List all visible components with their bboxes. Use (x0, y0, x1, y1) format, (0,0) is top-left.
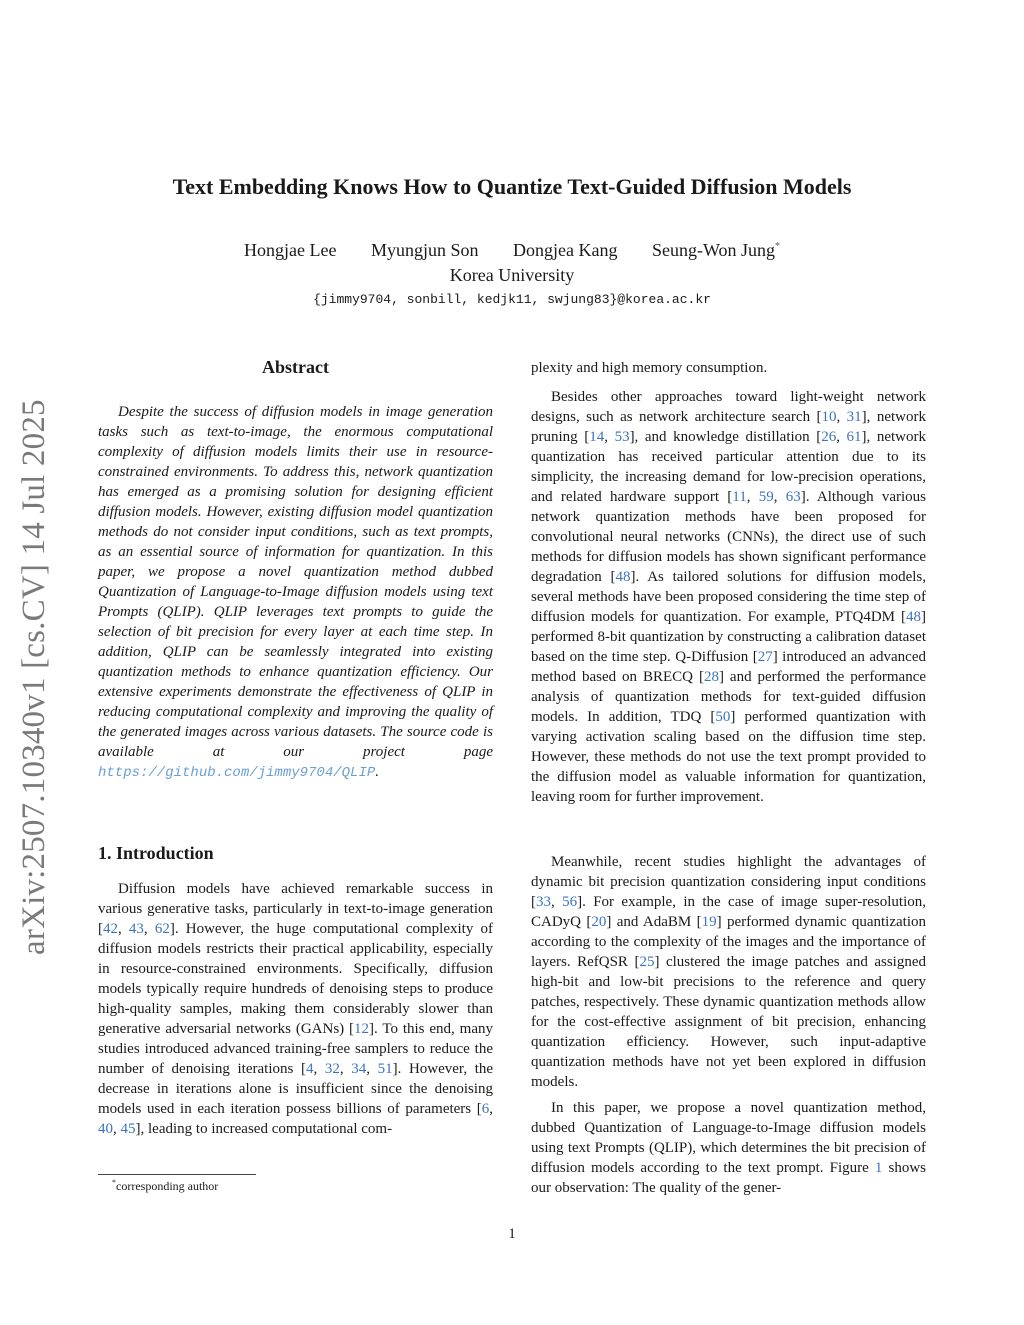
right-paragraph-1: Besides other approaches toward light-weight network designs, such as network architecture search [10, 31], network pruning [14, 53], and knowledge distillation [26, 61], network quantization has received particular attention due to its simplicity, the increasing demand for low-precision operations, and related hardware support [11, 59, 63]. Although various network quantization methods have been proposed for convolutional neural networks (CNNs), the direct use of such methods for diffusion models has shown significant performance degradation [48]. As tailored solutions for diffusion models, several methods have been proposed considering the time step of diffusion models for quantization. For example, PTQ4DM [48] performed 8-bit quantization by constructing a calibration dataset based on the time step. Q-Diffusion [27] introduced an advanced method based on BRECQ [28] and performed the performance analysis of quantization methods for text-guided diffusion models. In addition, TDQ [50] performed quantization with varying activation scaling based on the diffusion time step. However, these methods do not use the text prompt provided to the diffusion model as valuable information for quantization, leaving room for further improvement. (531, 389, 927, 805)
citation[interactable]: 14 (589, 429, 605, 445)
citation[interactable]: 20 (591, 914, 607, 930)
citation[interactable]: 6 (481, 1101, 490, 1117)
right-paragraph-3: In this paper, we propose a novel quantization method, dubbed Quantization of Language-to-Image diffusion models using text Prompts (QLIP), which determines the bit precision of diffusion models according to the text prompt. Figure 1 shows our observation: The quality of the gener- (531, 1100, 926, 1196)
citation[interactable]: 42 (103, 921, 118, 937)
citation[interactable]: 61 (846, 429, 862, 445)
paper-title: Text Embedding Knows How to Quantize Text-Guided Diffusion Models (172, 174, 852, 199)
corresponding-mark: * (775, 241, 780, 252)
citation[interactable]: 28 (703, 669, 719, 685)
citation[interactable]: 4 (305, 1061, 314, 1077)
project-link[interactable]: https://github.com/jimmy9704/QLIP (98, 765, 376, 781)
citation[interactable]: 10 (821, 409, 837, 425)
section-heading-introduction: 1. Introduction (98, 843, 214, 863)
arxiv-stamp: arXiv:2507.10340v1 [cs.CV] 14 Jul 2025 (16, 399, 52, 955)
citation[interactable]: 53 (614, 429, 630, 445)
affiliation: Korea University (449, 265, 575, 285)
citation[interactable]: 56 (562, 894, 578, 910)
citation[interactable]: 48 (906, 609, 921, 625)
citation[interactable]: 33 (536, 894, 551, 910)
right-column-continuation: plexity and high memory consumption. (531, 360, 768, 376)
footnote-rule (98, 1174, 256, 1175)
citation[interactable]: 11 (732, 489, 747, 505)
abstract-heading: Abstract (262, 357, 329, 377)
author-emails: {jimmy9704, sonbill, kedjk11, swjung83}@korea.ac.kr (313, 292, 711, 307)
citation[interactable]: 12 (354, 1021, 370, 1037)
citation[interactable]: 48 (615, 569, 631, 585)
citation[interactable]: 19 (701, 914, 717, 930)
citation[interactable]: 26 (821, 429, 837, 445)
author-3: Dongjea Kang (512, 240, 618, 260)
abstract-text: Despite the success of diffusion models in image generation tasks such as text-to-image, the enormous computational complexity of diffusion models limits their use in resource-constrained environments. To address this, network quantization has emerged as a promising solution for designing efficient diffusion models. However, existing diffusion model quantization methods do not consider input conditions, such as text prompts, as an essential source of information for quantization. In this paper, we propose a novel quantization method dubbed Quantization of Language-to-Image diffusion models using text Prompts (QLIP). QLIP leverages text prompts to guide the selection of bit precision for every layer at each time step. In addition, QLIP can be seamlessly integrated into existing quantization methods to enhance quantization efficiency. Our extensive experiments demonstrate the effectiveness of QLIP in reducing computational complexity and improving the quality of the generated images across various datasets. The source code is available at our project page https://github.com/jimmy9704/QLIP. (98, 404, 493, 781)
author-list (0, 240, 1024, 261)
citation[interactable]: 40 (98, 1121, 113, 1137)
citation[interactable]: 43 (128, 921, 144, 937)
citation[interactable]: 62 (154, 921, 170, 937)
citation[interactable]: 50 (715, 709, 731, 725)
author-1: Hongjae Lee (244, 240, 337, 260)
citation[interactable]: 59 (758, 489, 774, 505)
citation[interactable]: 63 (785, 489, 801, 505)
citation[interactable]: 31 (846, 409, 862, 425)
author-2: Myungjun Son (370, 240, 479, 260)
intro-paragraph: Diffusion models have achieved remarkable success in various generative tasks, particularly in text-to-image generation [42, 43, 62]. However, the huge computational complexity of diffusion models restricts their practical applicability, especially in resource-constrained environments. Specifically, diffusion models typically require hundreds of denoising steps to produce high-quality samples, making them considerably slower than generative adversarial networks (GANs) [12]. To this end, many studies introduced advanced training-free samplers to reduce the number of denoising iterations [4, 32, 34, 51]. However, the decrease in iterations alone is insufficient since the denoising models used in each iteration possess billions of parameters [6, 40, 45], leading to increased computational com- (98, 881, 494, 1137)
citation[interactable]: 27 (757, 649, 773, 665)
citation[interactable]: 51 (377, 1061, 393, 1077)
citation[interactable]: 45 (120, 1121, 136, 1137)
figure-reference[interactable]: 1 (874, 1160, 883, 1176)
right-paragraph-2: Meanwhile, recent studies highlight the advantages of dynamic bit precision quantization considering input conditions [33, 56]. For example, in the case of image super-resolution, CADyQ [20] and AdaBM [19] performed dynamic quantization according to the complexity of the images and the importance of layers. RefQSR [25] clustered the image patches and assigned high-bit and low-bit precisions to the reference and query patches, respectively. These dynamic quantization methods allow for the cost-effective assignment of bit precision, enhancing quantization efficiency. However, such input-adaptive quantization methods have not yet been explored in diffusion models. (531, 854, 927, 1090)
page-number: 1 (508, 1226, 516, 1242)
citation[interactable]: 32 (324, 1061, 340, 1077)
citation[interactable]: 25 (639, 954, 655, 970)
author-4: Seung-Won Jung* (651, 240, 780, 260)
citation[interactable]: 34 (351, 1061, 367, 1077)
footnote: *corresponding author (112, 1178, 219, 1193)
